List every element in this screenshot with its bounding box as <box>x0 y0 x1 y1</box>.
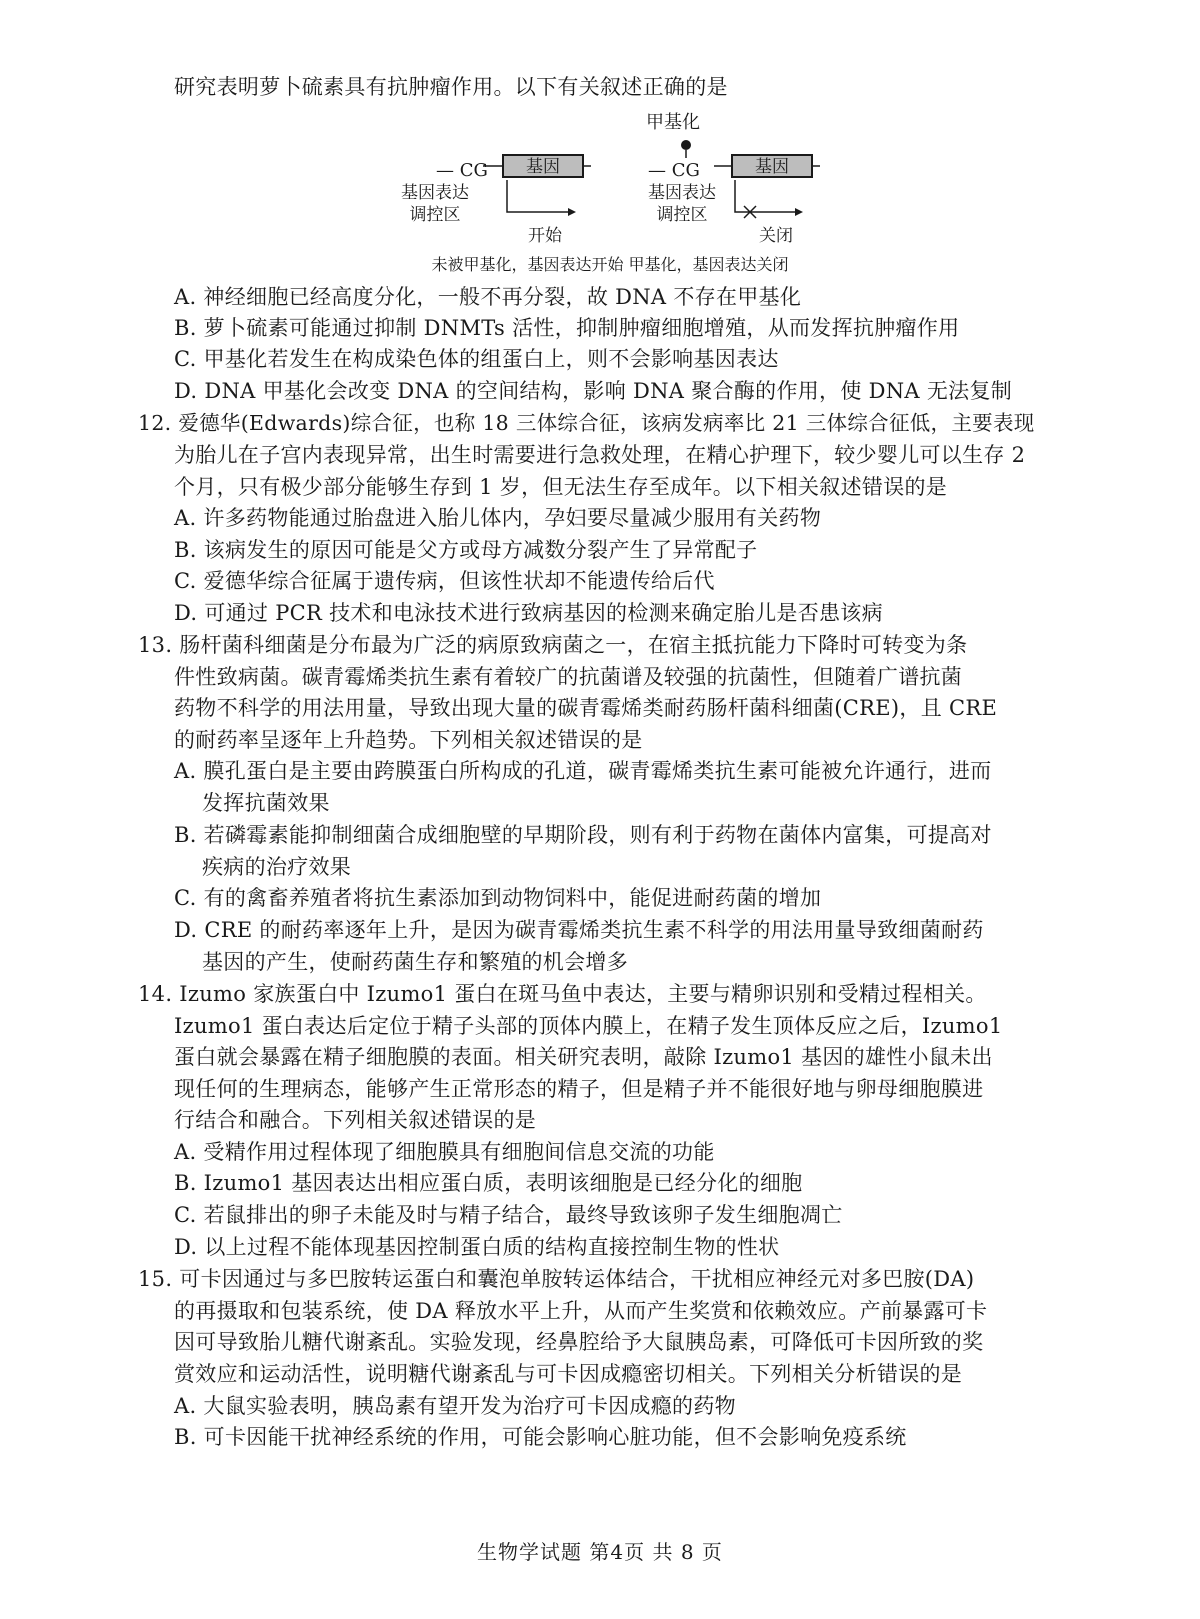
page-footer: 生物学试题 第4页 共 8 页 <box>477 1540 723 1564</box>
closed-arrow <box>735 180 795 212</box>
gene-label-right: 基因 <box>755 157 789 177</box>
q11-option-c: C. 甲基化若发生在构成染色体的组蛋白上，则不会影响基因表达 <box>174 347 779 371</box>
q12-stem-line-1: 12. 爱德华(Edwards)综合征，也称 18 三体综合征，该病发病率比 21 三体综合征低，主要表现 <box>138 411 1035 435</box>
q15-option-a: A. 大鼠实验表明，胰岛素有望开发为治疗可卡因成瘾的药物 <box>174 1394 736 1418</box>
q13-option-d-line-2: 基因的产生，使耐药菌生存和繁殖的机会增多 <box>202 950 628 974</box>
q13-option-b-line-1: B. 若磷霉素能抑制细菌合成细胞壁的早期阶段，则有利于药物在菌体内富集，可提高对 <box>174 823 992 847</box>
q14-stem-line-4: 现任何的生理病态，能够产生正常形态的精子，但是精子并不能很好地与卵母细胞膜进 <box>174 1077 984 1101</box>
q12-option-b: B. 该病发生的原因可能是父方或母方减数分裂产生了异常配子 <box>174 538 758 562</box>
q11-option-b: B. 萝卜硫素可能通过抑制 DNMTs 活性，抑制肿瘤细胞增殖，从而发挥抗肿瘤作用 <box>174 316 960 340</box>
start-arrow <box>507 180 568 212</box>
q11-option-a: A. 神经细胞已经高度分化，一般不再分裂，故 DNA 不存在甲基化 <box>174 285 802 309</box>
q14-stem-line-1: 14. Izumo 家族蛋白中 Izumo1 蛋白在斑马鱼中表达，主要与精卵识别和受精过程相关。 <box>138 982 987 1006</box>
q11-option-d: D. DNA 甲基化会改变 DNA 的空间结构，影响 DNA 聚合酶的作用，使 DNA 无法复制 <box>174 379 1013 403</box>
regulatory-region-label-left-2: 调控区 <box>409 205 461 225</box>
q12-option-c: C. 爱德华综合征属于遗传病，但该性状却不能遗传给后代 <box>174 569 715 593</box>
q12-stem-line-2: 为胎儿在子宫内表现异常，出生时需要进行急救处理，在精心护理下，较少婴儿可以生存 2 <box>174 443 1026 467</box>
regulatory-region-label-left-1: 基因表达 <box>401 183 469 203</box>
methylation-label: 甲基化 <box>646 112 700 133</box>
diagram-caption: 未被甲基化，基因表达开始 甲基化，基因表达关闭 <box>431 255 789 274</box>
q12-option-d: D. 可通过 PCR 技术和电泳技术进行致病基因的检测来确定胎儿是否患该病 <box>174 601 883 625</box>
q13-option-b-line-2: 疾病的治疗效果 <box>202 855 352 879</box>
q13-stem-line-2: 件性致病菌。碳青霉烯类抗生素有着较广的抗菌谱及较强的抗菌性，但随着广谱抗菌 <box>174 665 963 689</box>
q13-stem-line-4: 的耐药率呈逐年上升趋势。下列相关叙述错误的是 <box>174 728 643 752</box>
question-11-stem: 研究表明萝卜硫素具有抗肿瘤作用。以下有关叙述正确的是 <box>174 75 728 99</box>
q15-stem-line-3: 因可导致胎儿糖代谢紊乱。实验发现，经鼻腔给予大鼠胰岛素，可降低可卡因所致的奖 <box>174 1330 984 1354</box>
methyl-group-dot <box>681 140 691 150</box>
q14-stem-line-3: 蛋白就会暴露在精子细胞膜的表面。相关研究表明，敲除 Izumo1 基因的雄性小鼠未出 <box>174 1045 993 1069</box>
q15-option-b: B. 可卡因能干扰神经系统的作用，可能会影响心脏功能，但不会影响免疫系统 <box>174 1425 907 1449</box>
q12-option-a: A. 许多药物能通过胎盘进入胎儿体内，孕妇要尽量减少服用有关药物 <box>174 506 822 530</box>
close-label: 关闭 <box>759 226 793 246</box>
cg-label-right: — CG <box>648 160 700 181</box>
q14-option-d: D. 以上过程不能体现基因控制蛋白质的结构直接控制生物的性状 <box>174 1235 780 1259</box>
regulatory-region-label-right-1: 基因表达 <box>648 183 716 203</box>
q14-option-c: C. 若鼠排出的卵子未能及时与精子结合，最终导致该卵子发生细胞凋亡 <box>174 1203 843 1227</box>
q13-option-a-line-2: 发挥抗菌效果 <box>202 791 330 815</box>
regulatory-region-label-right-2: 调控区 <box>656 205 708 225</box>
q13-option-c: C. 有的禽畜养殖者将抗生素添加到动物饲料中，能促进耐药菌的增加 <box>174 886 822 910</box>
cg-label-left: — CG <box>436 160 488 181</box>
methylation-diagram <box>390 108 850 288</box>
q13-option-d-line-1: D. CRE 的耐药率逐年上升，是因为碳青霉烯类抗生素不科学的用法用量导致细菌耐药 <box>174 918 984 942</box>
closed-arrowhead <box>795 208 803 216</box>
q14-option-a: A. 受精作用过程体现了细胞膜具有细胞间信息交流的功能 <box>174 1140 715 1164</box>
start-label: 开始 <box>528 226 562 246</box>
q13-stem-line-3: 药物不科学的用法用量，导致出现大量的碳青霉烯类耐药肠杆菌科细菌(CRE)，且 CRE <box>174 696 998 720</box>
q14-option-b: B. Izumo1 基因表达出相应蛋白质，表明该细胞是已经分化的细胞 <box>174 1171 803 1195</box>
q13-option-a-line-1: A. 膜孔蛋白是主要由跨膜蛋白所构成的孔道，碳青霉烯类抗生素可能被允许通行，进而 <box>174 759 992 783</box>
q14-stem-line-5: 行结合和融合。下列相关叙述错误的是 <box>174 1108 537 1132</box>
q14-stem-line-2: Izumo1 蛋白表达后定位于精子头部的顶体内膜上，在精子发生顶体反应之后，Izumo1 <box>174 1014 1003 1038</box>
q12-stem-line-3: 个月，只有极少部分能够生存到 1 岁，但无法生存至成年。以下相关叙述错误的是 <box>174 475 948 499</box>
q15-stem-line-2: 的再摄取和包装系统，使 DA 释放水平上升，从而产生奖赏和依赖效应。产前暴露可卡 <box>174 1299 988 1323</box>
start-arrowhead <box>568 208 576 216</box>
gene-label-left: 基因 <box>526 157 560 177</box>
q15-stem-line-1: 15. 可卡因通过与多巴胺转运蛋白和囊泡单胺转运体结合，干扰相应神经元对多巴胺(DA) <box>138 1267 975 1291</box>
q15-stem-line-4: 赏效应和运动活性，说明糖代谢紊乱与可卡因成瘾密切相关。下列相关分析错误的是 <box>174 1362 963 1386</box>
q13-stem-line-1: 13. 肠杆菌科细菌是分布最为广泛的病原致病菌之一，在宿主抵抗能力下降时可转变为条 <box>138 633 968 657</box>
